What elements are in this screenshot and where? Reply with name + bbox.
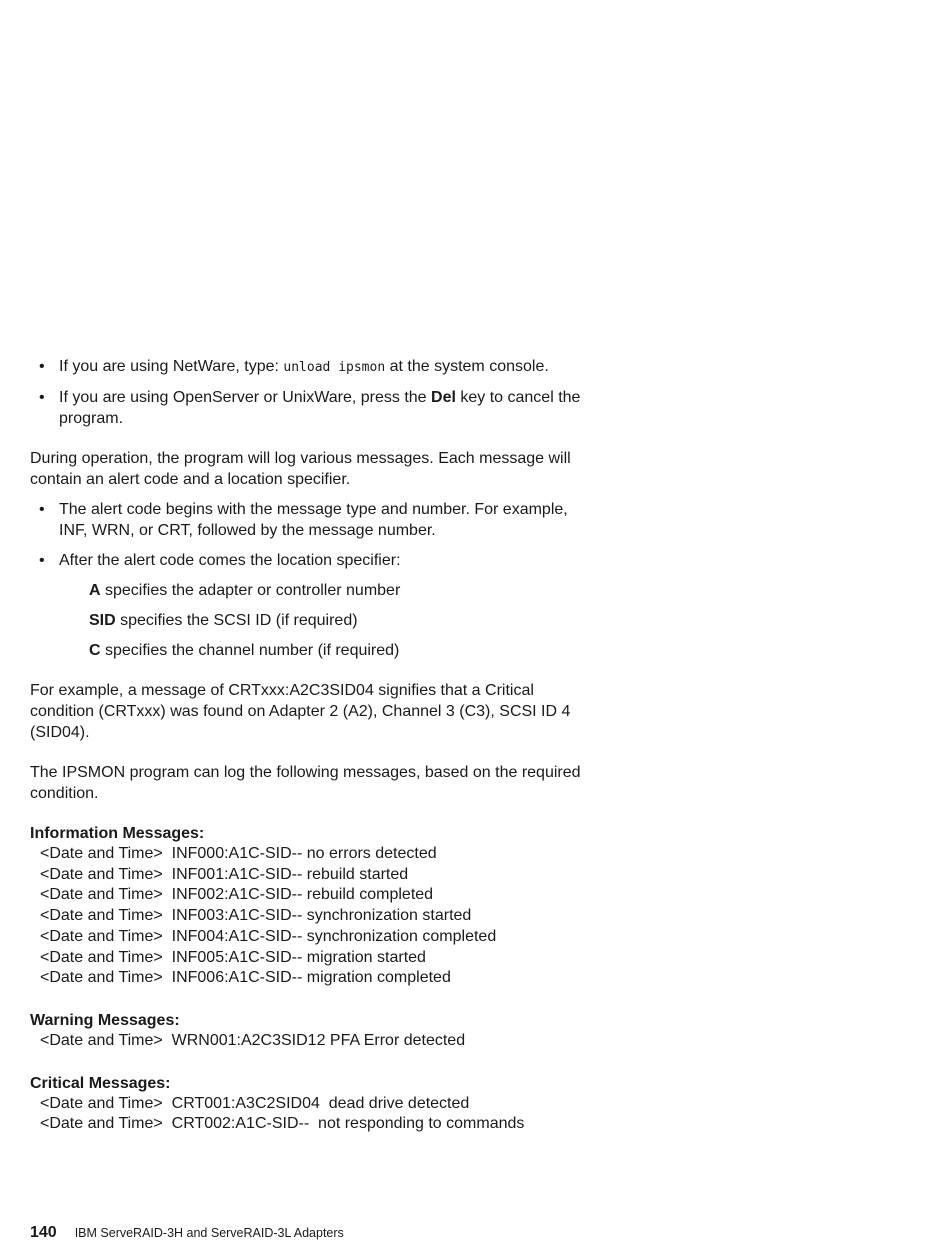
bullet-text-pre: If you are using NetWare, type: [59,358,284,375]
book-title: IBM ServeRAID-3H and ServeRAID-3L Adapters [74,1226,344,1240]
definition-term: C [89,642,101,659]
bullet-dot: • [39,501,45,518]
definition-channel [30,640,590,661]
page-footer [30,1224,344,1242]
message-line: <Date and Time> INF006:A1C-SID-- migration completed [40,969,451,987]
bullet-text-post: at the system console. [385,358,549,375]
warning-messages-heading: Warning Messages: [30,1011,180,1029]
definition-adapter [30,580,590,601]
page-content [30,356,590,1135]
bullet-location-specifier [30,550,590,571]
message-line: <Date and Time> INF002:A1C-SID-- rebuild completed [40,886,434,904]
bullet-text-post: key to cancel the program. [59,389,581,427]
paragraph-ipsmon: The IPSMON program can log the following messages, based on the required condition. [30,764,581,802]
bullet-text: After the alert code comes the location specifier: [59,552,401,569]
bullet-dot: • [39,552,45,569]
critical-messages-heading: Critical Messages: [30,1074,171,1092]
message-line: <Date and Time> INF000:A1C-SID-- no errors detected [40,845,437,862]
bullet-text: The alert code begins with the message type and number. For example, INF, WRN, or CRT, followed by the message number. [59,501,568,539]
bullet-dot: • [39,389,45,406]
message-line: <Date and Time> CRT002:A1C-SID-- not responding to commands [40,1115,525,1133]
definition-term: SID [89,612,116,629]
page-number: 140 [30,1224,57,1241]
definition-term: A [89,582,101,599]
paragraph-operation: During operation, the program will log various messages. Each message will contain an alert code and a location specifier. [30,450,571,488]
definition-scsi-id [30,610,590,631]
bullet-alert-code [30,499,590,541]
message-line: <Date and Time> INF003:A1C-SID-- synchronization started [40,907,472,925]
message-line: <Date and Time> INF005:A1C-SID-- migration started [40,948,426,966]
bullet-text-pre: If you are using OpenServer or UnixWare, press the [59,389,432,406]
definition-text: specifies the SCSI ID (if required) [115,612,358,629]
definition-text: specifies the adapter or controller number [100,582,401,599]
message-line: <Date and Time> INF001:A1C-SID-- rebuild started [40,865,409,883]
bold-key: Del [431,389,456,406]
paragraph-example: For example, a message of CRTxxx:A2C3SID04 signifies that a Critical condition (CRTxxx) was found on Adapter 2 (A2), Channel 3 (C3), SCSI ID 4 (SID04). [30,682,571,741]
message-line: <Date and Time> WRN001:A2C3SID12 PFA Error detected [40,1031,466,1049]
information-messages-heading: Information Messages: [30,825,205,842]
definition-text: specifies the channel number (if required) [100,642,400,659]
message-line: <Date and Time> CRT001:A3C2SID04 dead drive detected [40,1094,470,1112]
bullet-openserver [30,387,590,429]
message-line: <Date and Time> INF004:A1C-SID-- synchronization completed [40,927,497,945]
bullet-netware [30,356,590,378]
inline-code: unload ipsmon [283,360,386,375]
bullet-dot: • [39,358,45,375]
